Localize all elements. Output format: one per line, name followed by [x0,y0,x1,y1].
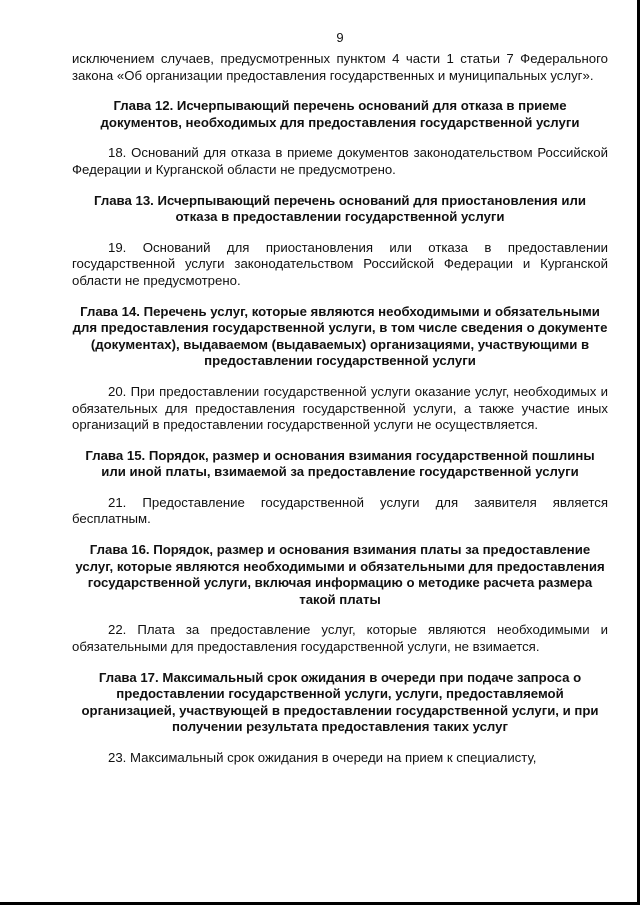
chapter-15-heading: Глава 15. Порядок, размер и основания взимания государственной пошлины или иной платы, взимаемой за предоставление государственной услуги [85,447,595,480]
paragraph-22: 22. Плата за предоставление услуг, которые являются необходимыми и обязательными для предоставления государственной услуги, не взимается. [72,622,608,655]
chapter-14-heading: Глава 14. Перечень услуг, которые являются необходимыми и обязательными для предоставления государственной услуги, в том числе сведения о документе (документах), выдаваемом (выдаваемых) организациями, участвующими в предоставлении государственной услуги [72,303,608,369]
paragraph-19: 19. Оснований для приостановления или отказа в предоставлении государственной услуги законодательством Российской Федерации и Курганской области не предусмотрено. [72,239,608,288]
chapter-16-heading: Глава 16. Порядок, размер и основания взимания платы за предоставление услуг, которые являются необходимыми и обязательными для предоставления государственной услуги, включая информацию о методике расчета размера такой платы [75,542,605,607]
chapter-13-heading: Глава 13. Исчерпывающий перечень оснований для приостановления или отказа в предоставлении государственной услуги [94,192,586,225]
chapter-16 [72,542,608,656]
chapter-17 [72,670,608,767]
chapter-15 [72,448,608,528]
intro-paragraph: исключением случаев, предусмотренных пунктом 4 части 1 статьи 7 Федерального закона «Об организации предоставления государственных и муниципальных услуг». [72,51,608,83]
page-number: 9 [336,30,344,45]
chapter-14 [72,304,608,434]
chapter-17-heading: Глава 17. Максимальный срок ожидания в очереди при подаче запроса о предоставлении государственной услуги, услуги, предоставляемой организацией, участвующей в предоставлении государственной услуги, и при получении результата предоставления таких услуг [81,669,599,735]
chapter-13 [72,193,608,290]
chapter-12-heading: Глава 12. Исчерпывающий перечень оснований для отказа в приеме документов, необходимых для предоставления государственной услуги [100,98,580,130]
paragraph-18: 18. Оснований для отказа в приеме документов законодательством Российской Федерации и Курганской области не предусмотрено. [72,145,608,177]
paragraph-21: 21. Предоставление государственной услуги для заявителя является бесплатным. [72,494,608,527]
paragraph-23: 23. Максимальный срок ожидания в очереди на прием к специалисту, [108,750,537,765]
chapter-12 [72,98,608,178]
paragraph-20: 20. При предоставлении государственной услуги оказание услуг, необходимых и обязательных для предоставления государственной услуги, а также участие иных организаций в предоставлении государственной услуги не осуществляется. [72,383,608,433]
